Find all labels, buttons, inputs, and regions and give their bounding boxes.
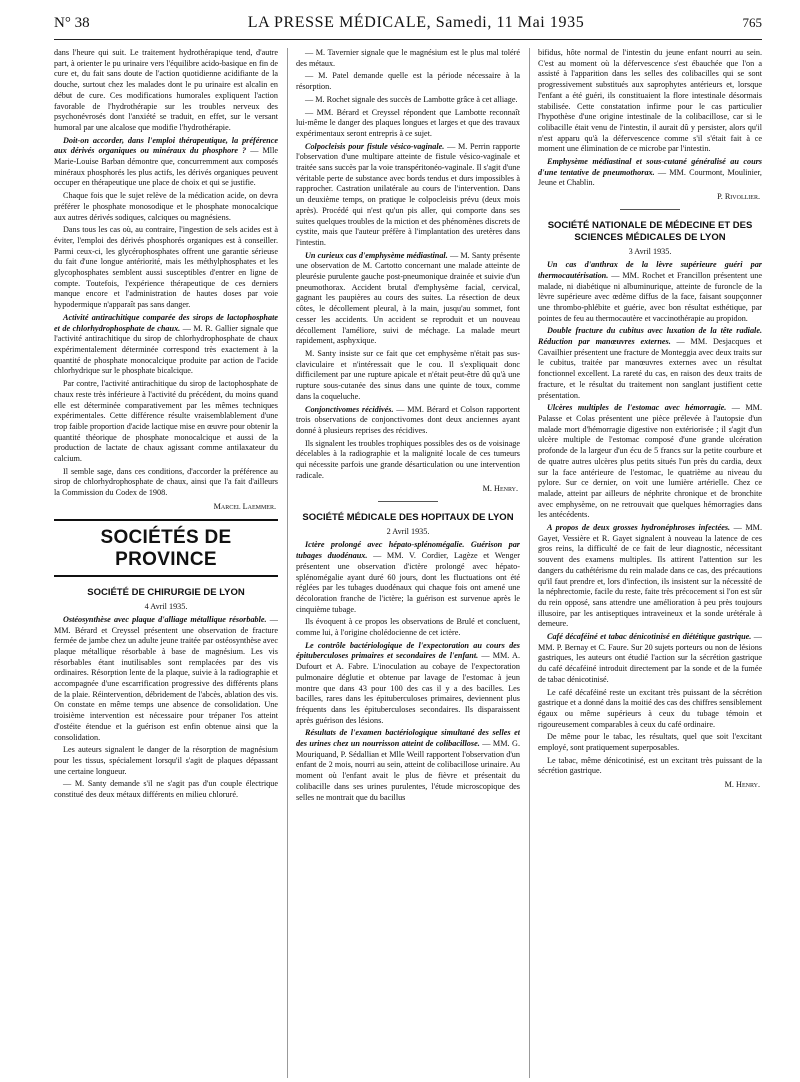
paragraph: Le café décaféiné reste un excitant très puissant de la sécrétion gastrique et a donné dans la moitié des cas des chiffres sensiblement égaux ou même supérieurs à ceux du tubage témoin et rigoureusement comparables à ceux du café ordinaire.	[538, 687, 762, 729]
article-conjonctivomes	[296, 405, 520, 437]
article-heading: Le contrôle bactériologique de l'expectoration au cours des épituberculoses primaires et secondaires de l'enfant.	[296, 640, 520, 661]
paragraph: Chaque fois que le sujet relève de la médication acide, on devra préférer le phosphate monosodique et le phosphate monocalcique aux autres dérivés sodiques, calciques ou magnésiens.	[54, 191, 278, 222]
author-signature: M. Henry.	[482, 484, 518, 494]
article-heading: Emphysème médiastinal et sous-cutané généralisé au cours d'une tentative de pneumothorax.	[538, 157, 762, 177]
article-text: — MM. Bérard et Colson rapportent trois observations de conjonctivomes dont deux anciennes ayant donné à plusieurs reprises des récidives.	[296, 404, 520, 435]
society-heading: SOCIÉTÉ NATIONALE DE MÉDECINE ET DES SCIENCES MÉDICALES DE LYON	[547, 220, 753, 244]
page-number: 765	[742, 15, 762, 30]
article-emphyseme	[296, 251, 520, 347]
section-title: SOCIÉTÉS DE PROVINCE	[54, 519, 278, 577]
masthead	[54, 14, 762, 40]
article-fracture	[538, 326, 762, 401]
article-expectoration	[296, 641, 520, 727]
paragraph: — MM. Bérard et Creyssel répondent que Lambotte reconnaît lui-même le danger des plaques longues et larges et que des travaux expérimentaux seront entrepris à ce sujet.	[296, 107, 520, 138]
columns	[54, 48, 762, 1078]
article-colpocleisis	[296, 142, 520, 249]
article-text: — MM. Gayet, Vessière et R. Gayet signalent à nouveau la latence de ces gros reins, la difficulté de ce fait de leur diagnostic, nécessitant souvent des examens multiples. Ils attirent l'attention sur les dangers du cathétérisme du rein malade dans ce cas, des précautions qu'il faut prendre et, lors d'infection, ils insistent sur la nécessité de la néphrectomie, facile du reste, faite très précocement si l'on est sûr du rein opposé, sans attendre une amélioration à peu près toujours illusoire, par les antiseptiques intraveineux et la sonde urétérale à demeure.	[538, 523, 762, 629]
paragraph: Par contre, l'activité antirachitique du sirop de lactophosphate de chaux reste très inférieure à l'activité du précédent, du moins quand elle est déterminée comparativement par les mêmes techniques expérimentales. Cette différence résulte vraisemblablement d'une trop faible proportion d'acide lactique mise en œuvre pour obtenir la quantité théorique de phosphate monocalcique et aussi de la production de lactate de chaux agissant comme antilaxateur du calcium.	[54, 379, 278, 464]
article-text: — MM. Courmont, Moulinier, Jeune et Chablin.	[538, 167, 762, 188]
divider	[378, 501, 438, 502]
author-signature: P. Rivollier.	[717, 192, 760, 202]
society-heading: SOCIÉTÉ MÉDICALE DES HOPITAUX DE LYON	[302, 512, 514, 524]
article-emphyseme-generalise	[538, 157, 762, 189]
article-antirachitique	[54, 313, 278, 377]
article-phosphore	[54, 136, 278, 190]
article-heading: Un curieux cas d'emphysème médiastinal.	[305, 250, 448, 260]
column-1	[54, 48, 278, 1078]
divider	[620, 209, 680, 210]
article-heading: Colpocleisis pour fistule vésico-vaginale.	[305, 141, 445, 151]
article-text: — MM. Desjacques et Cavailhier présentent une fracture de Monteggia avec deux traits sur le cubitus, traitée par manœuvres externes avec un résultat fonctionnel excellent. La rareté du cas, en raison des deux traits de fracture, et le résultat du traitement non sanglant justifient cette présentation.	[538, 337, 762, 400]
article-heading: Café décaféiné et tabac dénicotinisé en diététique gastrique.	[547, 632, 752, 642]
article-text: — M. Santy présente une observation de M. Cartotto concernant une malade atteinte de pleurésie purulente gauche post-pneumonique drainée et suivie d'un pneumothorax. Accident brutal d'emphysème facial, cervical, gagnant les paupières au cours des suites. La résection de deux côtes, le décollement pleural, à la main, jusqu'au sommet, font cesser les accidents. Un accident se reproduit et un nouveau décollement l'améliore, suivi de méchage. La malade meurt rapidement, asphyxique.	[296, 250, 520, 346]
article-ulceres	[538, 403, 762, 521]
column-2	[287, 48, 520, 1078]
article-heading: Ostéosynthèse avec plaque d'alliage métallique résorbable.	[63, 614, 267, 624]
article-heading: Ulcères multiples de l'estomac avec hémorragie.	[547, 403, 727, 413]
society-heading: SOCIÉTÉ DE CHIRURGIE DE LYON	[87, 586, 245, 598]
paragraph: De même pour le tabac, les résultats, quel que soit l'excitant employé, sont pratiquement superposables.	[538, 732, 762, 753]
article-text: — MM. A. Dufourt et A. Fabre. L'inoculation au cobaye de l'expectoration pulmonaire déglutie et obtenue par lavage de l'estomac à jeun montre que dans 43 pour 100 des cas il y a des bacilles. Les bacilles, rares dans les épituberculoses primaires, deviennent plus fréquents dans les épituberculoses secondaires. Ils disparaissent après guérison des lésions.	[296, 651, 520, 725]
journal-title: LA PRESSE MÉDICALE, Samedi, 11 Mai 1935	[247, 14, 585, 31]
author-signature: M. Henry.	[724, 780, 760, 790]
article-text: — M. R. Gallier signale que l'activité antirachitique du sirop de chlorhydrophosphate de chaux expérimentalement déterminée correspond très exactement à la quantité de phosphate monocalcique produite par action de l'acide chlorhydrique sur le phosphate bicalcique.	[54, 323, 278, 376]
article-colibacillose	[296, 728, 520, 803]
paragraph: — M. Tavernier signale que le magnésium est le plus mal toléré des métaux.	[296, 48, 520, 68]
article-text: — MM. Bérard et Creyssel présentent une observation de fracture fermée de jambe chez un adulte jeune traitée par ostéosynthèse avec plaque métallique résorbable à base de magnésium. Les vis résorbables étant inutilisables sont remplacées par des vis ordinaires. Résorption lente de la plaque, suivie à la radiographie et accompagnée d'une escarrification progressive des différents plans de la plaie. Réintervention, débridement de l'abcès, ablation des vis. On constate en même temps une absence de consolidation. Une troisième intervention est nécessaire pour trépaner l'os atteint d'ostéite étendue et la guérison est enfin obtenue ainsi que la consolidation.	[54, 614, 278, 742]
paragraph: Il semble sage, dans ces conditions, d'accorder la préférence au sirop de chlorhydrophosphate de chaux, ainsi que l'a fait d'ailleurs la Commission du Codex de 1908.	[54, 466, 278, 498]
society-date: 3 Avril 1935.	[628, 247, 672, 257]
article-osteosynthese	[54, 615, 278, 743]
article-anthrax	[538, 260, 762, 324]
article-text: — MM. Palasse et Colas présentent une pièce prélevée à l'autopsie d'un malade mort d'hémorragie digestive non extériorisée ; il s'agit d'un ulcère multiple de l'estomac composé d'une grande ulcération profonde de la largeur d'un écu de 5 francs sur la petite courbure et de quatre autres ulcères plus petits situés l'un près du cardia, deux sur la face antérieure de l'estomac, le quatrième au niveau du pylore. Sur ce dernier, on voit une lumière artérielle. Chez ce malade, atteint par ailleurs de néphrite chronique et de bronchite avec emphysème, on ne retrouvait que quelques hémorragies dans les antécédents.	[538, 403, 762, 520]
article-heading: Ictère prolongé avec hépato-splénomégalie. Guérison par tubages duodénaux.	[296, 540, 520, 561]
article-heading: A propos de deux grosses hydronéphroses infectées.	[547, 523, 731, 533]
paragraph: bifidus, hôte normal de l'intestin du jeune enfant nourri au sein. C'est au moment où la défervescence s'est ébauchée que l'on a assisté à l'apparition dans les selles des colibacilles qui se sont progressivement substitués aux saprophytes antérieurs et, lorsque l'enfant a été guéri, ils constituaient la flore intestinale désormais stabilisée. Cette constatation infirme pour le cas particulier l'hypothèse d'une origine intestinale de la colibacillose, car si le colibacille était venu de l'intestin, il aurait dû y persister, alors qu'il n'est apparu qu'à la défervescence comme s'il s'était fait à ce moment une élimination de ce microbe par l'intestin.	[538, 48, 762, 154]
article-text: — MM. P. Bernay et C. Faure. Sur 20 sujets porteurs ou non de lésions gastriques, les auteurs ont étudié l'action sur la sécrétion gastrique du café décaféiné introduit directement par la sonde et de la fumée de tabac dénicotinisé.	[538, 632, 762, 684]
paragraph: dans l'heure qui suit. Le traitement hydrothérapique tend, d'autre part, à orienter le pu urinaire vers l'équilibre acido-basique en fin de cure et, du fait sans doute de l'action quotidienne acidifiante de la douche, surtout chez les malades dont le pu urinaire est alcalin en début de cure. Ces modifications humorales expliquent l'action favorable de l'hydrothérapie sur les troubles nerveux des psychonévrosés dont l'anxiété se traduit, en effet, sur le versant humoral par une alcalose que modifie l'hydrothérapie.	[54, 48, 278, 132]
society-date: 2 Avril 1935.	[386, 527, 430, 537]
society-date: 4 Avril 1935.	[144, 601, 188, 611]
article-text: — M. Perrin rapporte l'observation d'une multipare atteinte de fistule vésico-vaginale et traitée sans succès par la voie transpéritonéo-vaginale. Il s'agit d'une véritable perte de substance avec bords tendus et durs impossibles à rapprocher. Castration unilatérale au cours de l'intervention. Dans un deuxième temps, on pratique le colpocleisis prévu (deux mois après). Procédé qui n'est qu'un pis aller, qui comporte dans ses suites quelques troubles de la miction et des phénomènes discrets de cystite, mais que l'auteur préfère à l'implantation des uretères dans l'intestin.	[296, 141, 520, 247]
article-cafe	[538, 632, 762, 686]
article-hydronephroses	[538, 523, 762, 630]
paragraph: Le tabac, même dénicotinisé, est un excitant très puissant de la sécrétion gastrique.	[538, 755, 762, 776]
paragraph: Les auteurs signalent le danger de la résorption de magnésium pour les tissus, spécialement lorsqu'il s'agit de plaques dépassant une certaine longueur.	[54, 745, 278, 776]
author-signature: Marcel Laemmer.	[213, 501, 276, 511]
article-heading: Double fracture du cubitus avec luxation de la tête radiale. Réduction par manœuvres externes.	[538, 326, 762, 347]
paragraph: M. Santy insiste sur ce fait que cet emphysème n'était pas sus-claviculaire et n'intéressait que le cou. Il s'expliquait donc difficilement par une rupture apicale et n'était peut-être dû qu'à une rupture sous-cutanée des sinus dans une quinte de toux, comme dans la coqueluche.	[296, 348, 520, 401]
article-heading: Activité antirachitique comparée des sirops de lactophosphate et de chlorhydrophosphate de chaux.	[54, 312, 278, 333]
issue-number: N° 38	[54, 15, 90, 31]
paragraph: Ils évoquent à ce propos les observations de Brulé et concluent, comme lui, à l'origine cholédocienne de cet ictère.	[296, 617, 520, 638]
paragraph: — M. Rochet signale des succès de Lambotte grâce à cet alliage.	[305, 94, 518, 104]
column-3	[529, 48, 762, 1078]
paragraph: Dans tous les cas où, au contraire, l'ingestion de sels acides est à éviter, l'emploi des dérivés phosphorés organiques est à conseiller. Parmi ceux-ci, les glycérophosphates offrent une garantie sérieuse du fait d'une longue antériorité, mais les méthylphosphates et les glycophosphates semblent aussi susceptibles d'entrer en ligne de compte. Toutefois, l'expérience thérapeutique de ces derniers manque encore et l'administration de hautes doses par voie hypodermique n'apparaît pas sans danger.	[54, 225, 278, 310]
article-heading: Doit-on accorder, dans l'emploi thérapeutique, la préférence aux dérivés organiques ou minéraux du phosphore ?	[54, 135, 278, 156]
paragraph: Ils signalent les troubles trophiques possibles des os de voisinage décelables à la radiographie et la malignité locale de ces tumeurs qui nécessite parfois une grande désarticulation ou une intervention radicale.	[296, 438, 520, 480]
article-heading: Un cas d'anthrax de la lèvre supérieure guéri par thermocautérisation.	[538, 260, 762, 280]
article-text: — MM. Rochet et Francillon présentent une malade, ni diabétique ni albuminurique, atteinte de furoncle de la lèvre supérieure avec œdème diffus de la face, faisant soupçonner une thrombo-phlébite et guérie, avec bon résultat esthétique, par pointes de feu au thermocautère et vaccinothérapie au propidon.	[538, 270, 762, 323]
paragraph: — M. Patel demande quelle est la période nécessaire à la résorption.	[296, 71, 520, 92]
article-heading: Résultats de l'examen bactériologique simultané des selles et des urines chez un nourrisson atteint de colibacillose.	[296, 728, 520, 749]
article-ictere	[296, 540, 520, 615]
article-heading: Conjonctivomes récidivés.	[305, 404, 394, 414]
article-text: — Mlle Marie-Louise Barban démontre que, concurremment aux composés minéraux phosphorés les plus actifs, les dérivés organiques peuvent occuper en thérapeutique une place de choix et qui se justifie.	[54, 146, 278, 188]
paragraph: — M. Santy demande s'il ne s'agit pas d'un couple électrique constitué des deux métaux différents en milieu chloruré.	[54, 779, 278, 800]
article-text: — MM. V. Cordier, Lagèze et Wenger présentent une observation d'ictère prolongé avec hépato-splénomégalie ayant duré 60 jours, dont les fluctuations ont été réglées par les tubages duodénaux qui chaque fois ont amené une décoloration franche de l'ictère; la guérison est survenue après le cinquième tubage.	[296, 551, 520, 614]
article-text: — MM. G. Mouriquand, P. Sédallian et Mlle Weill rapportent l'observation d'un enfant de 2 mois, nourri au sein, atteint de colibacillose urinaire. Au moment où l'enfant avait le plus de fièvre et présentait du colibacille dans ses urines purulentes, l'étude microscopique des selles ne montrait que du bacillus	[296, 739, 520, 802]
